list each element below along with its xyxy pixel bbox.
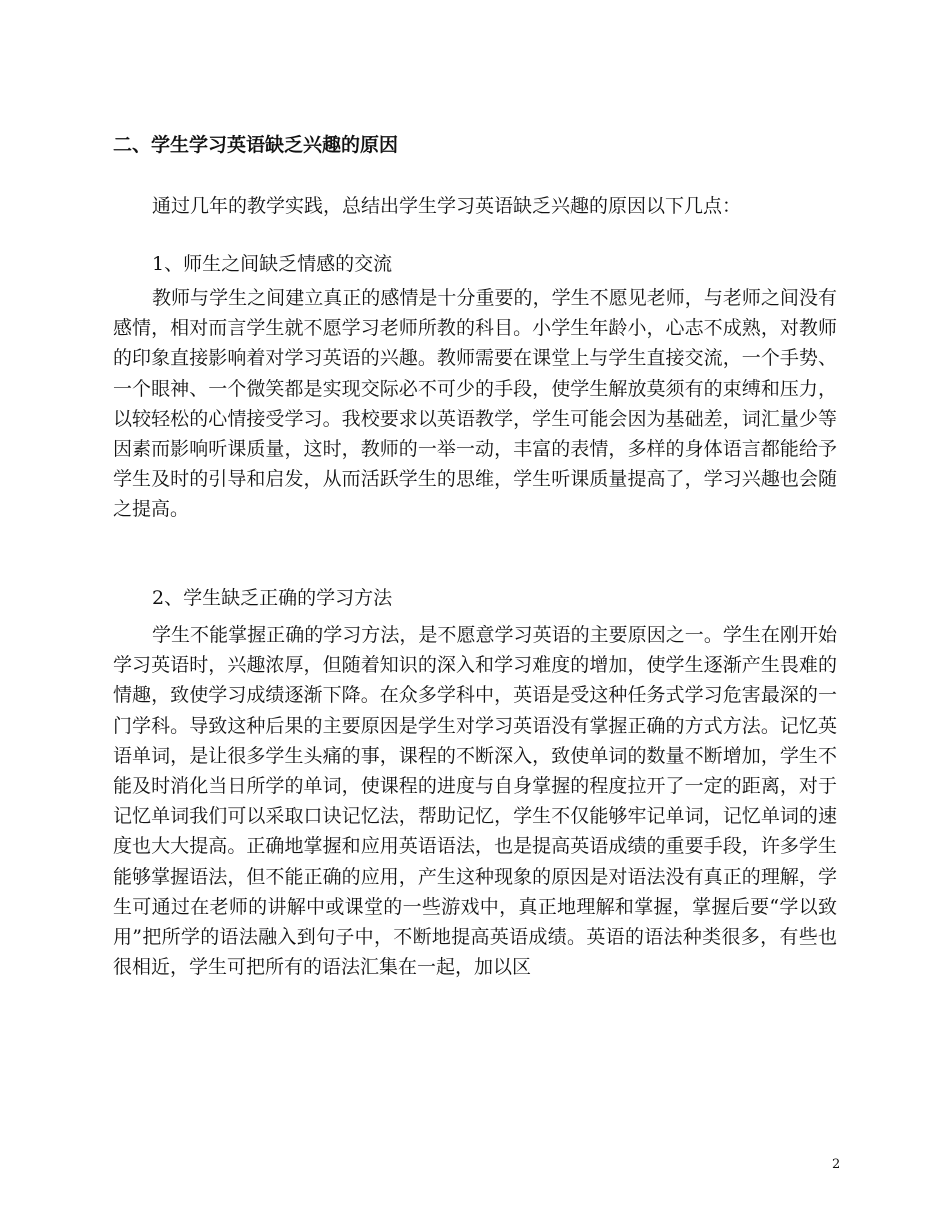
intro-paragraph: 通过几年的教学实践，总结出学生学习英语缺乏兴趣的原因以下几点： bbox=[152, 195, 742, 217]
subsection-title-2: 2、学生缺乏正确的学习方法 bbox=[152, 587, 393, 609]
subsection-body-2: 学生不能掌握正确的学习方法，是不愿意学习英语的主要原因之一。学生在刚开始学习英语时，兴趣浓厚，但随着知识的深入和学习难度的增加，使学生逐渐产生畏难的情趣，致使学习成绩逐渐下降。在众多学科中，英语是受这种任务式学习危害最深的一门学科。导致这种后果的主要原因是学生对学习英语没有掌握正确的方式方法。记忆英语单词，是让很多学生头痛的事，课程的不断深入，致使单词的数量不断增加，学生不能及时消化当日所学的单词，使课程的进度与自身掌握的程度拉开了一定的距离，对于记忆单词我们可以采取口诀记忆法，帮助记忆，学生不仅能够牢记单词，记忆单词的速度也大大提高。正确地掌握和应用英语语法，也是提高英语成绩的重要手段，许多学生能够掌握语法，但不能正确的应用，产生这种现象的原因是对语法没有真正的理解，学生可通过在老师的讲解中或课堂的一些游戏中，真正地理解和掌握，掌握后要“学以致用”把所学的语法融入到句子中，不断地提高英语成绩。英语的语法种类很多，有些也很相近，学生可把所有的语法汇集在一起，加以区 bbox=[113, 624, 837, 979]
subsection-title-1: 1、师生之间缺乏情感的交流 bbox=[152, 253, 393, 275]
page-number: 2 bbox=[832, 1157, 841, 1172]
section-heading: 二、学生学习英语缺乏兴趣的原因 bbox=[113, 134, 399, 156]
subsection-body-1: 教师与学生之间建立真正的感情是十分重要的，学生不愿见老师，与老师之间没有感情，相对而言学生就不愿学习老师所教的科目。小学生年龄小，心志不成熟，对教师的印象直接影响着对学习英语的兴趣。教师需要在课堂上与学生直接交流，一个手势、一个眼神、一个微笑都是实现交际必不可少的手段，使学生解放莫须有的束缚和压力，以较轻松的心情接受学习。我校要求以英语教学，学生可能会因为基础差，词汇量少等因素而影响听课质量，这时，教师的一举一动，丰富的表情，多样的身体语言都能给予学生及时的引导和启发，从而活跃学生的思维，学生听课质量提高了，学习兴趣也会随之提高。 bbox=[113, 287, 837, 521]
